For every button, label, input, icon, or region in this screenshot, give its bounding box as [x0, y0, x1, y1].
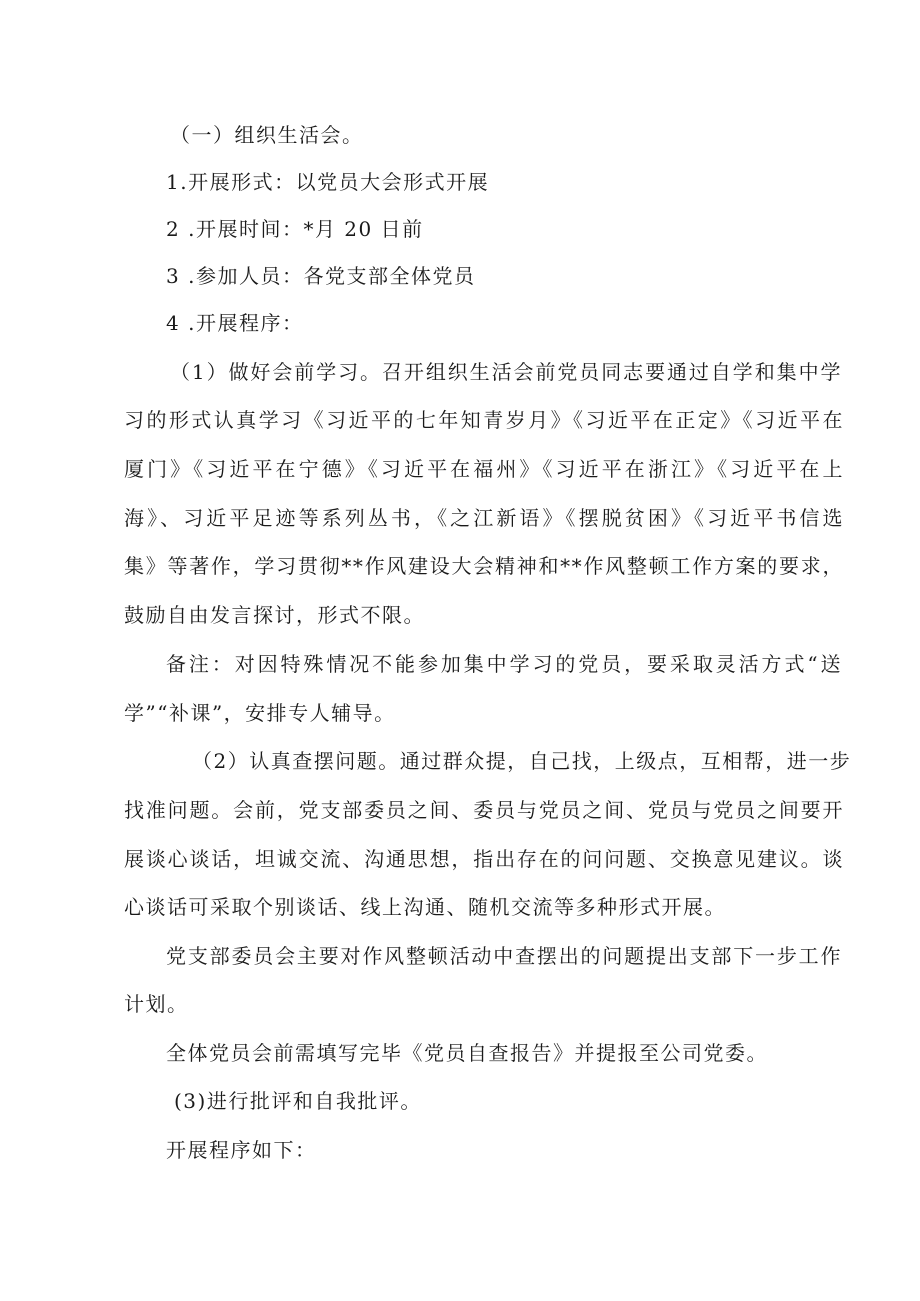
paragraph-line: 厦门》《习近平在宁德》《习近平在福州》《习近平在浙江》《习近平在上 [124, 457, 844, 481]
paragraph-line: （2）认真查摆问题。通过群众提，自己找，上级点，互相帮，进一步 [192, 749, 852, 773]
note-line: 备注：对因特殊情况不能参加集中学习的党员，要采取灵活方式“送 [166, 652, 842, 676]
paragraph-line: 鼓励自由发言探讨，形式不限。 [124, 603, 425, 627]
list-item-2: 2 .开展时间：*月 20 日前 [166, 217, 424, 241]
list-item-1: 1.开展形式：以党员大会形式开展 [166, 170, 490, 194]
list-item-4: 4 .开展程序： [166, 311, 304, 335]
paragraph-line: 集》等著作，学习贯彻**作风建设大会精神和**作风整顿工作方案的要求， [124, 554, 844, 578]
section-heading: （一）组织生活会。 [170, 123, 364, 147]
paragraph-line: 全体党员会前需填写完毕《党员自查报告》并提报至公司党委。 [166, 1041, 768, 1065]
paragraph-line: 计划。 [124, 992, 189, 1016]
paragraph-line: 开展程序如下： [166, 1138, 317, 1162]
paragraph-line: 心谈话可采取个别谈话、线上沟通、随机交流等多种形式开展。 [124, 895, 726, 919]
paragraph-line: 习的形式认真学习《习近平的七年知青岁月》《习近平在正定》《习近平在 [124, 408, 844, 432]
paragraph-line: 找准问题。会前，党支部委员之间、委员与党员之间、党员与党员之间要开 [124, 798, 844, 822]
paragraph-line: 展谈心谈话，坦诚交流、沟通思想，指出存在的问问题、交换意见建议。谈 [124, 847, 844, 871]
note-line: 学”“补课”，安排专人辅导。 [124, 701, 396, 725]
paragraph-line: （1）做好会前学习。召开组织生活会前党员同志要通过自学和集中学 [170, 360, 842, 384]
paragraph-line: 党支部委员会主要对作风整顿活动中查摆出的问题提出支部下一步工作 [166, 944, 842, 968]
paragraph-line: 海》、习近平足迹等系列丛书，《之江新语》《摆脱贫困》《习近平书信选 [124, 506, 844, 530]
list-item-3: 3 .参加人员：各党支部全体党员 [166, 264, 476, 288]
subsection-heading: (3)进行批评和自我批评。 [174, 1089, 422, 1113]
